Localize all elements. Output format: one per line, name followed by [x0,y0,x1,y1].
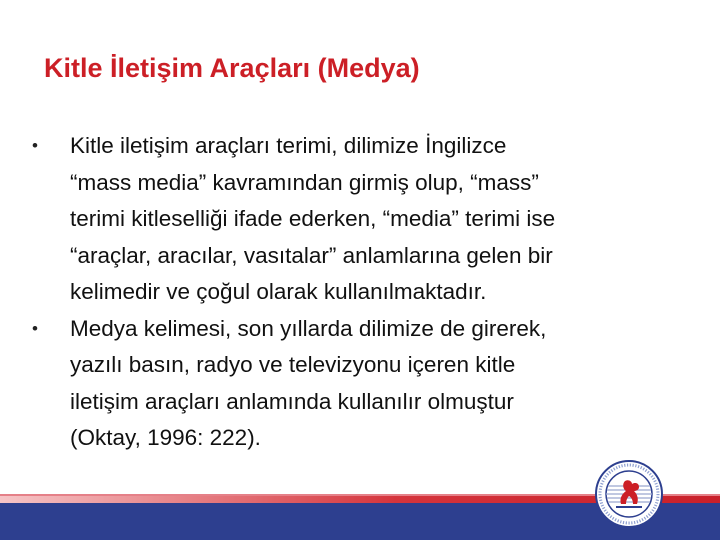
bullet-marker: • [32,136,38,155]
bullet-text-line: Medya kelimesi, son yıllarda dilimize de girerek, [70,315,547,341]
bullet-list [30,128,695,457]
university-seal-icon [595,460,663,528]
bullet-text-line: terimi kitleselliği ifade ederken, “media” terimi ise [70,206,556,231]
bullet-text-line: “mass media” kavramından girmiş olup, “mass” [70,169,539,195]
bullet-text-line: iletişim araçları anlamında kullanılır olmuştur [70,388,514,414]
bullet-text-line: “araçlar, aracılar, vasıtalar” anlamlarına gelen bir [70,242,553,268]
bullet-item-1 [30,128,695,311]
bullet-item-2 [30,311,695,457]
bullet-text-line: Kitle iletişim araçları terimi, dilimize İngilizce [70,133,507,158]
bullet-text-line: yazılı basın, radyo ve televizyonu içeren kitle [70,352,516,377]
bullet-text-line: (Oktay, 1996: 222). [70,425,261,450]
slide-title: Kitle İletişim Araçları (Medya) [44,53,420,83]
bullet-marker: • [32,318,38,338]
bullet-text-line: kelimedir ve çoğul olarak kullanılmaktadır. [70,279,487,304]
